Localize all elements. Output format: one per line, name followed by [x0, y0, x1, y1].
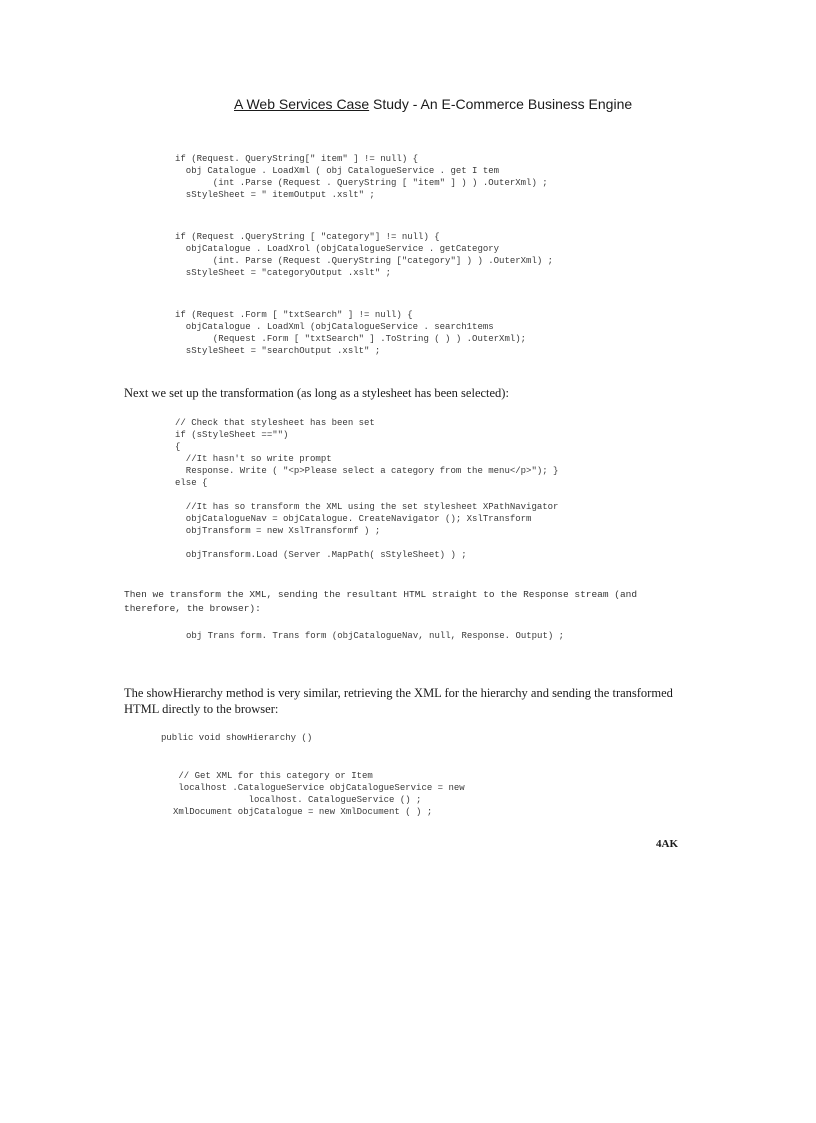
code-block-transform-call: obj Trans form. Trans form (objCatalogueNav, null, Response. Output) ; [186, 631, 565, 641]
paragraph-showhierarchy-intro: The showHierarchy method is very similar, retrieving the XML for the hierarchy and sending the transformed HTML directly to the browser: [124, 686, 673, 716]
code-block-get-xml: // Get XML for this category or Item localhost .CatalogueService objCatalogueService = new localhost. CatalogueService () ; XmlDocument objCatalogue = new XmlDocument ( ) ; [173, 771, 465, 817]
header-underlined-part: A Web Services Case [234, 96, 370, 112]
code-block-method-signature: public void showHierarchy () [161, 733, 313, 743]
code-block-search-form: if (Request .Form [ "txtSearch" ] != null) { objCatalogue . LoadXml (objCatalogueService . search1tems (Request .Form [ "txtSearch" ] .ToString ( ) ) .OuterXml); sStyleSheet = "searchOutput .xslt" ; [175, 310, 527, 356]
code-block-stylesheet-check: // Check that stylesheet has been set if (sStyleSheet =="") { //It hasn't so write prompt Response. Write ( "<p>Please select a category from the menu</p>"); } else { //It has so transform the XML using the set stylesheet XPathNavigator objCatalogueNav = objCatalogue. CreateNavigator (); XslTransform objTransform = new XslTransformf ) ; objTransform.Load (Server .MapPath( sStyleSheet) ) ; [175, 418, 559, 560]
page-number: 4AK [656, 838, 678, 850]
running-header [234, 96, 632, 112]
code-block-category-query: if (Request .QueryString [ "category"] != null) { objCatalogue . LoadXrol (objCatalogueService . getCategory (int. Parse (Request .QueryString ["category"] ) ) .OuterXml) ; sStyleSheet = "categoryOutput .xslt" ; [175, 232, 554, 278]
code-block-item-query: if (Request. QueryString[" item" ] != null) { obj Catalogue . LoadXml ( obj CatalogueService . get I tem (int .Parse (Request . QueryString [ "item" ] ) ) .OuterXml) ; sStyleSheet = " itemOutput .xslt" ; [175, 154, 548, 200]
paragraph-transform-xml: Then we transform the XML, sending the resultant HTML straight to the Response stream (and therefore, the browser): [124, 589, 638, 614]
header-rest: Study - An E-Commerce Business Engine [369, 96, 633, 112]
paragraph-transformation-intro: Next we set up the transformation (as long as a stylesheet has been selected): [124, 386, 509, 400]
